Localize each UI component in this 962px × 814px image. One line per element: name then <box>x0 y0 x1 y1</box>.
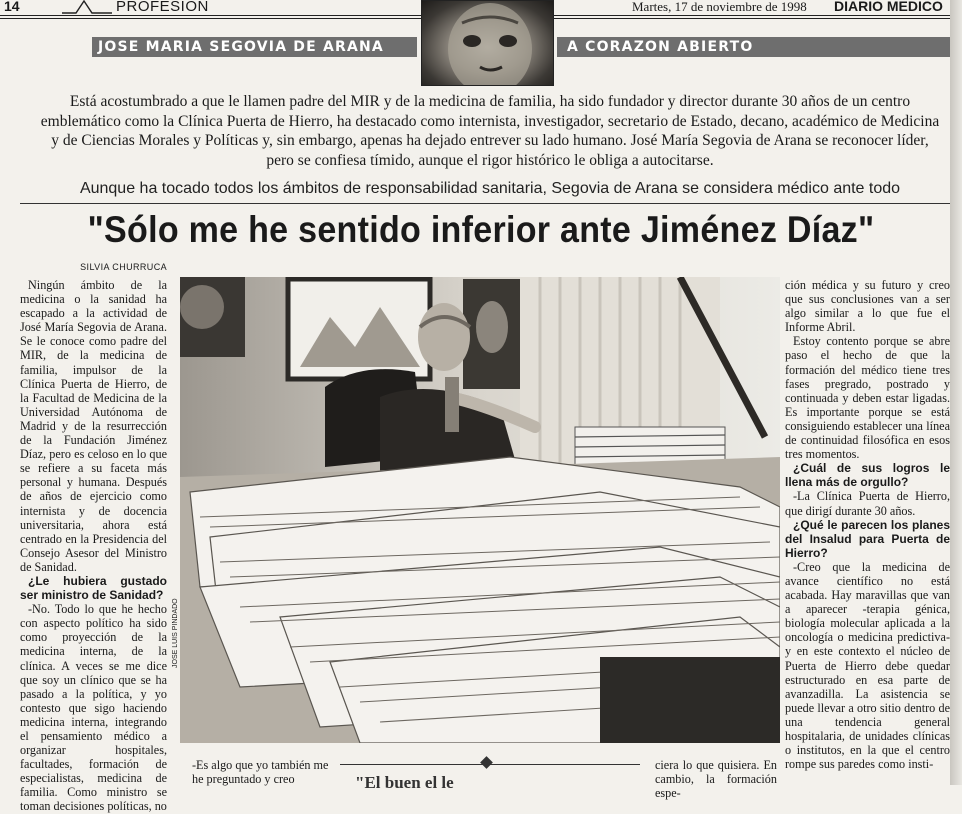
newspaper-name: DIARIO MEDICO <box>834 0 943 14</box>
interview-question: ¿Qué le parecen los planes del Insalud para Puerta de Hierro? <box>785 517 950 560</box>
interview-photo <box>180 277 780 743</box>
headline: "Sólo me he sentido inferior ante Jiménez Díaz" <box>87 209 875 250</box>
photo-credit: JOSE LUIS PINDADO <box>172 598 179 668</box>
issue-date: Martes, 17 de noviembre de 1998 <box>632 0 807 14</box>
article-column-left <box>20 278 167 814</box>
interviewee-name-band: JOSE MARIA SEGOVIA DE ARANA <box>92 37 417 57</box>
page-edge <box>950 0 962 785</box>
portrait-photo <box>421 0 554 86</box>
intro-paragraph: Está acostumbrado a que le llamen padre del MIR y de la medicina de familia, ha sido fundador y director durante 30 años de un centro emblemático como la Clínica Puerta de Hierro, ha destacado como internista, investigador, secretario de Estado, decano, académico de Medicina y de Ciencias Morales y Políticas y, sin embargo, apenas ha dejado entrever su lado humano. José María Segovia de Arana se reconocer líder, pero se confiesa tímido, aunque el rigor histórico le obliga a autocitarse. <box>40 93 940 169</box>
page-number: 14 <box>4 0 20 14</box>
article-paragraph: Ningún ámbito de la medicina o la sanidad ha escapado a la actividad de José María Segovia de Arana. Se le conoce como padre del MIR, de la medicina de familia, impulsor de la Clínica Puerta de Hierro, de la Facultad de Medicina de la Universidad Autónoma de Madrid y de la resurrección de la Fundación Jiménez Díaz, pero es celoso en lo que se refiere a su faceta más personal y humana. Después de años de ejercicio como internista y de docencia universitaria, ahora está centrado en la Presidencia del Consejo Asesor del Ministro de Sanidad. <box>20 278 167 574</box>
article-column-right <box>785 278 950 771</box>
byline: SILVIA CHURRUCA <box>80 262 167 272</box>
interview-question: ¿Le hubiera gustado ser ministro de Sanidad? <box>20 573 167 603</box>
deck-subheadline: Aunque ha tocado todos los ámbitos de responsabilidad sanitaria, Segovia de Arana se considera médico ante todo <box>79 180 901 197</box>
diamond-ornament-icon <box>480 756 493 769</box>
headline-rule <box>20 203 950 204</box>
article-paragraph: ción médica y su futuro y creo que sus conclusiones van a ser algo similar a lo que fue el Informe Abril. <box>785 278 950 335</box>
interview-answer: -Creo que la medicina de avance científico no está acabada. Hay maravillas que van a aparecer -terapia génica, biología molecular aplicada a la oncología o medicina predictiva- y en este contexto el núcleo de Puerta de Hierro debe quedar estructurado en esa parte de avanzadilla. La asistencia se puede llevar a otro sitio dentro de una tendencia general hospitalaria, de unidades clínicas o institutos, en la que el centro rompe sus paredes como insti- <box>785 559 950 772</box>
article-column-bottom-1: -Es algo que yo también me he preguntado y creo <box>192 758 329 786</box>
interview-scene-icon <box>180 277 780 743</box>
interview-answer: -La Clínica Puerta de Hierro, que dirigí durante 30 años. <box>785 489 950 518</box>
portrait-face-icon <box>422 1 554 86</box>
article-column-bottom-3: ciera lo que quisiera. En cambio, la formación espe- <box>655 758 777 800</box>
interview-question: ¿Cuál de sus logros le llena más de orgullo? <box>785 461 950 490</box>
section-logo-icon <box>62 0 112 14</box>
article-paragraph: Estoy contento porque se abre paso el hecho de que la formación del médico tiene tres fases pregrado, postrado y continuada y deben estar ligadas. Es importante porque se está consiguiendo establecer una línea de continuidad filosófica en esos tres momentos. <box>785 334 950 462</box>
interview-answer: -No. Todo lo que he hecho con aspecto político ha sido como proyección de la medicina interna, de la clínica. A veces se me dice que soy un clínico que se ha pasado a la política, y yo contesto que sigo haciendo medicina interna, integrando el pensamiento médico a organizar hospitales, facultades, formación de especialistas, medicina de familia. Como ministro se toman decisiones políticas, no <box>20 602 167 814</box>
section-name: PROFESION <box>116 0 209 15</box>
column-title-band: A CORAZON ABIERTO <box>557 37 950 57</box>
pull-quote: "El buen el le <box>355 773 454 792</box>
